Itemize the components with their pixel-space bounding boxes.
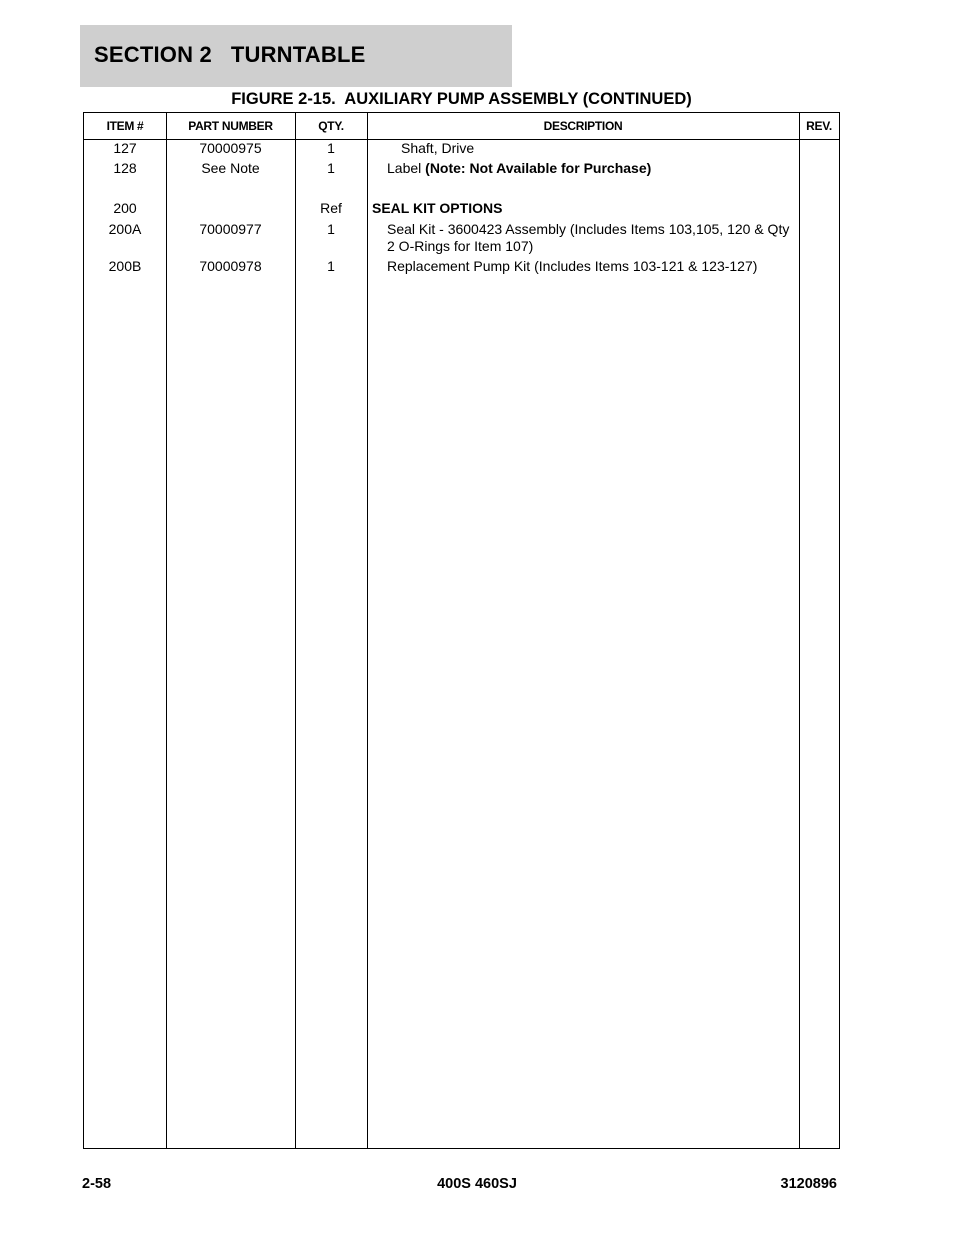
page-number: 2-58 [82, 1176, 112, 1192]
parts-table [83, 112, 840, 1149]
header-item: ITEM # [106, 119, 144, 133]
section-title: SECTION 2 TURNTABLE [94, 42, 366, 67]
header-rev: REV. [806, 119, 832, 133]
description-heading: SEAL KIT OPTIONS [372, 200, 503, 216]
quantity: 1 [327, 258, 335, 274]
item-number: 127 [113, 140, 137, 156]
quantity: 1 [327, 221, 335, 237]
description-text: Shaft, Drive [401, 140, 475, 156]
model-name: 400S 460SJ [437, 1176, 517, 1192]
part-number: 70000978 [199, 258, 262, 274]
header-description: DESCRIPTION [543, 119, 623, 133]
item-number: 128 [113, 160, 137, 176]
section-banner [80, 25, 512, 87]
description-note: (Note: Not Available for Purchase) [425, 160, 652, 176]
header-part-number: PART NUMBER [188, 119, 273, 133]
quantity: 1 [327, 160, 335, 176]
part-number: See Note [201, 160, 260, 176]
quantity: Ref [320, 200, 342, 216]
description [372, 140, 794, 157]
document-number: 3120896 [780, 1176, 837, 1192]
description-text: Label [387, 160, 426, 176]
description [372, 160, 794, 177]
part-number: 70000975 [199, 140, 262, 156]
header-qty: QTY. [318, 119, 344, 133]
item-number: 200 [113, 200, 137, 216]
description: Seal Kit - 3600423 Assembly (Includes Items 103,105, 120 & Qty 2 O-Rings for Item 107) [387, 221, 790, 254]
column-divider [367, 113, 368, 1148]
item-number: 200B [108, 258, 142, 274]
part-number: 70000977 [199, 221, 262, 237]
quantity: 1 [327, 140, 335, 156]
figure-title: FIGURE 2-15. AUXILIARY PUMP ASSEMBLY (CONTINUED) [231, 90, 692, 108]
column-divider [799, 113, 800, 1148]
description: Replacement Pump Kit (Includes Items 103-121 & 123-127) [387, 258, 758, 274]
item-number: 200A [108, 221, 142, 237]
